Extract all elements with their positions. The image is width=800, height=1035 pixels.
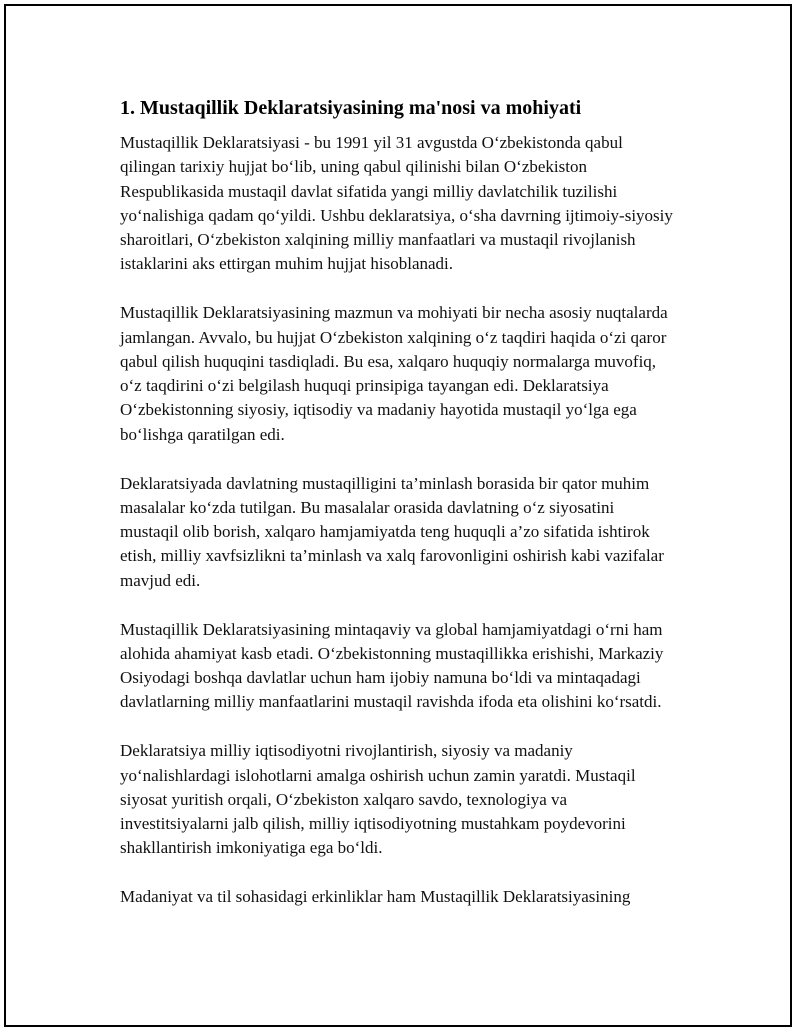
document-page <box>4 4 792 1027</box>
paragraph-6: Madaniyat va til sohasidagi erkinliklar ham Mustaqillik Deklaratsiyasining <box>120 887 631 907</box>
paragraph-2: Mustaqillik Deklaratsiyasining mazmun va mohiyati bir necha asosiy nuqtalarda jamlangan. Avvalo, bu hujjat O‘zbekiston xalqining o‘z taqdiri haqida o‘zi qaror qabul qilish huquqini tasdiqladi. Bu esa, xalqaro huquqiy normalarga muvofiq, o‘z taqdirini o‘zi belgilash huquqi prinsipiga tayangan edi. Deklaratsiya O‘zbekistonning siyosiy, iqtisodiy va madaniy hayotida mustaqil yo‘lga ega bo‘lishga qaratilgan edi. <box>120 303 668 444</box>
document-body <box>120 95 676 934</box>
paragraph-3: Deklaratsiyada davlatning mustaqilligini ta’minlash borasida bir qator muhim masalalar ko‘zda tutilgan. Bu masalalar orasida davlatning o‘z siyosatini mustaqil olib borish, xalqaro hamjamiyatda teng huquqli a’zo sifatida ishtirok etish, milliy xavfsizlikni ta’minlash va xalq farovonligini oshirish kabi vazifalar mavjud edi. <box>120 473 664 590</box>
paragraph-5: Deklaratsiya milliy iqtisodiyotni rivojlantirish, siyosiy va madaniy yo‘nalishlardagi islohotlarni amalga oshirish uchun zamin yaratdi. Mustaqil siyosat yuritish orqali, O‘zbekiston xalqaro savdo, texnologiya va investitsiyalarni jalb qilish, milliy iqtisodiyotning mustahkam poydevorini shakllantirish imkoniyatiga ega bo‘ldi. <box>120 741 636 858</box>
section-heading: 1. Mustaqillik Deklaratsiyasining ma'nosi va mohiyati <box>120 97 582 119</box>
paragraph-4: Mustaqillik Deklaratsiyasining mintaqaviy va global hamjamiyatdagi o‘rni ham alohida ahamiyat kasb etadi. O‘zbekistonning mustaqillikka erishishi, Markaziy Osiyodagi boshqa davlatlar uchun ham ijobiy namuna bo‘ldi va mintaqadagi davlatlarning milliy manfaatlarini mustaqil ravishda ifoda eta olishini ko‘rsatdi. <box>120 619 664 712</box>
paragraph-1: Mustaqillik Deklaratsiyasi - bu 1991 yil 31 avgustda O‘zbekistonda qabul qilingan tarixiy hujjat bo‘lib, uning qabul qilinishi bilan O‘zbekiston Respublikasida mustaqil davlat sifatida yangi milliy davlatchilik tuzilishi yo‘nalishiga qadam qo‘yildi. Ushbu deklaratsiya, o‘sha davrning ijtimoiy-siyosiy sharoitlari, O‘zbekiston xalqining milliy manfaatlari va mustaqil rivojlanish istaklarini aks ettirgan muhim hujjat hisoblanadi. <box>120 133 673 274</box>
